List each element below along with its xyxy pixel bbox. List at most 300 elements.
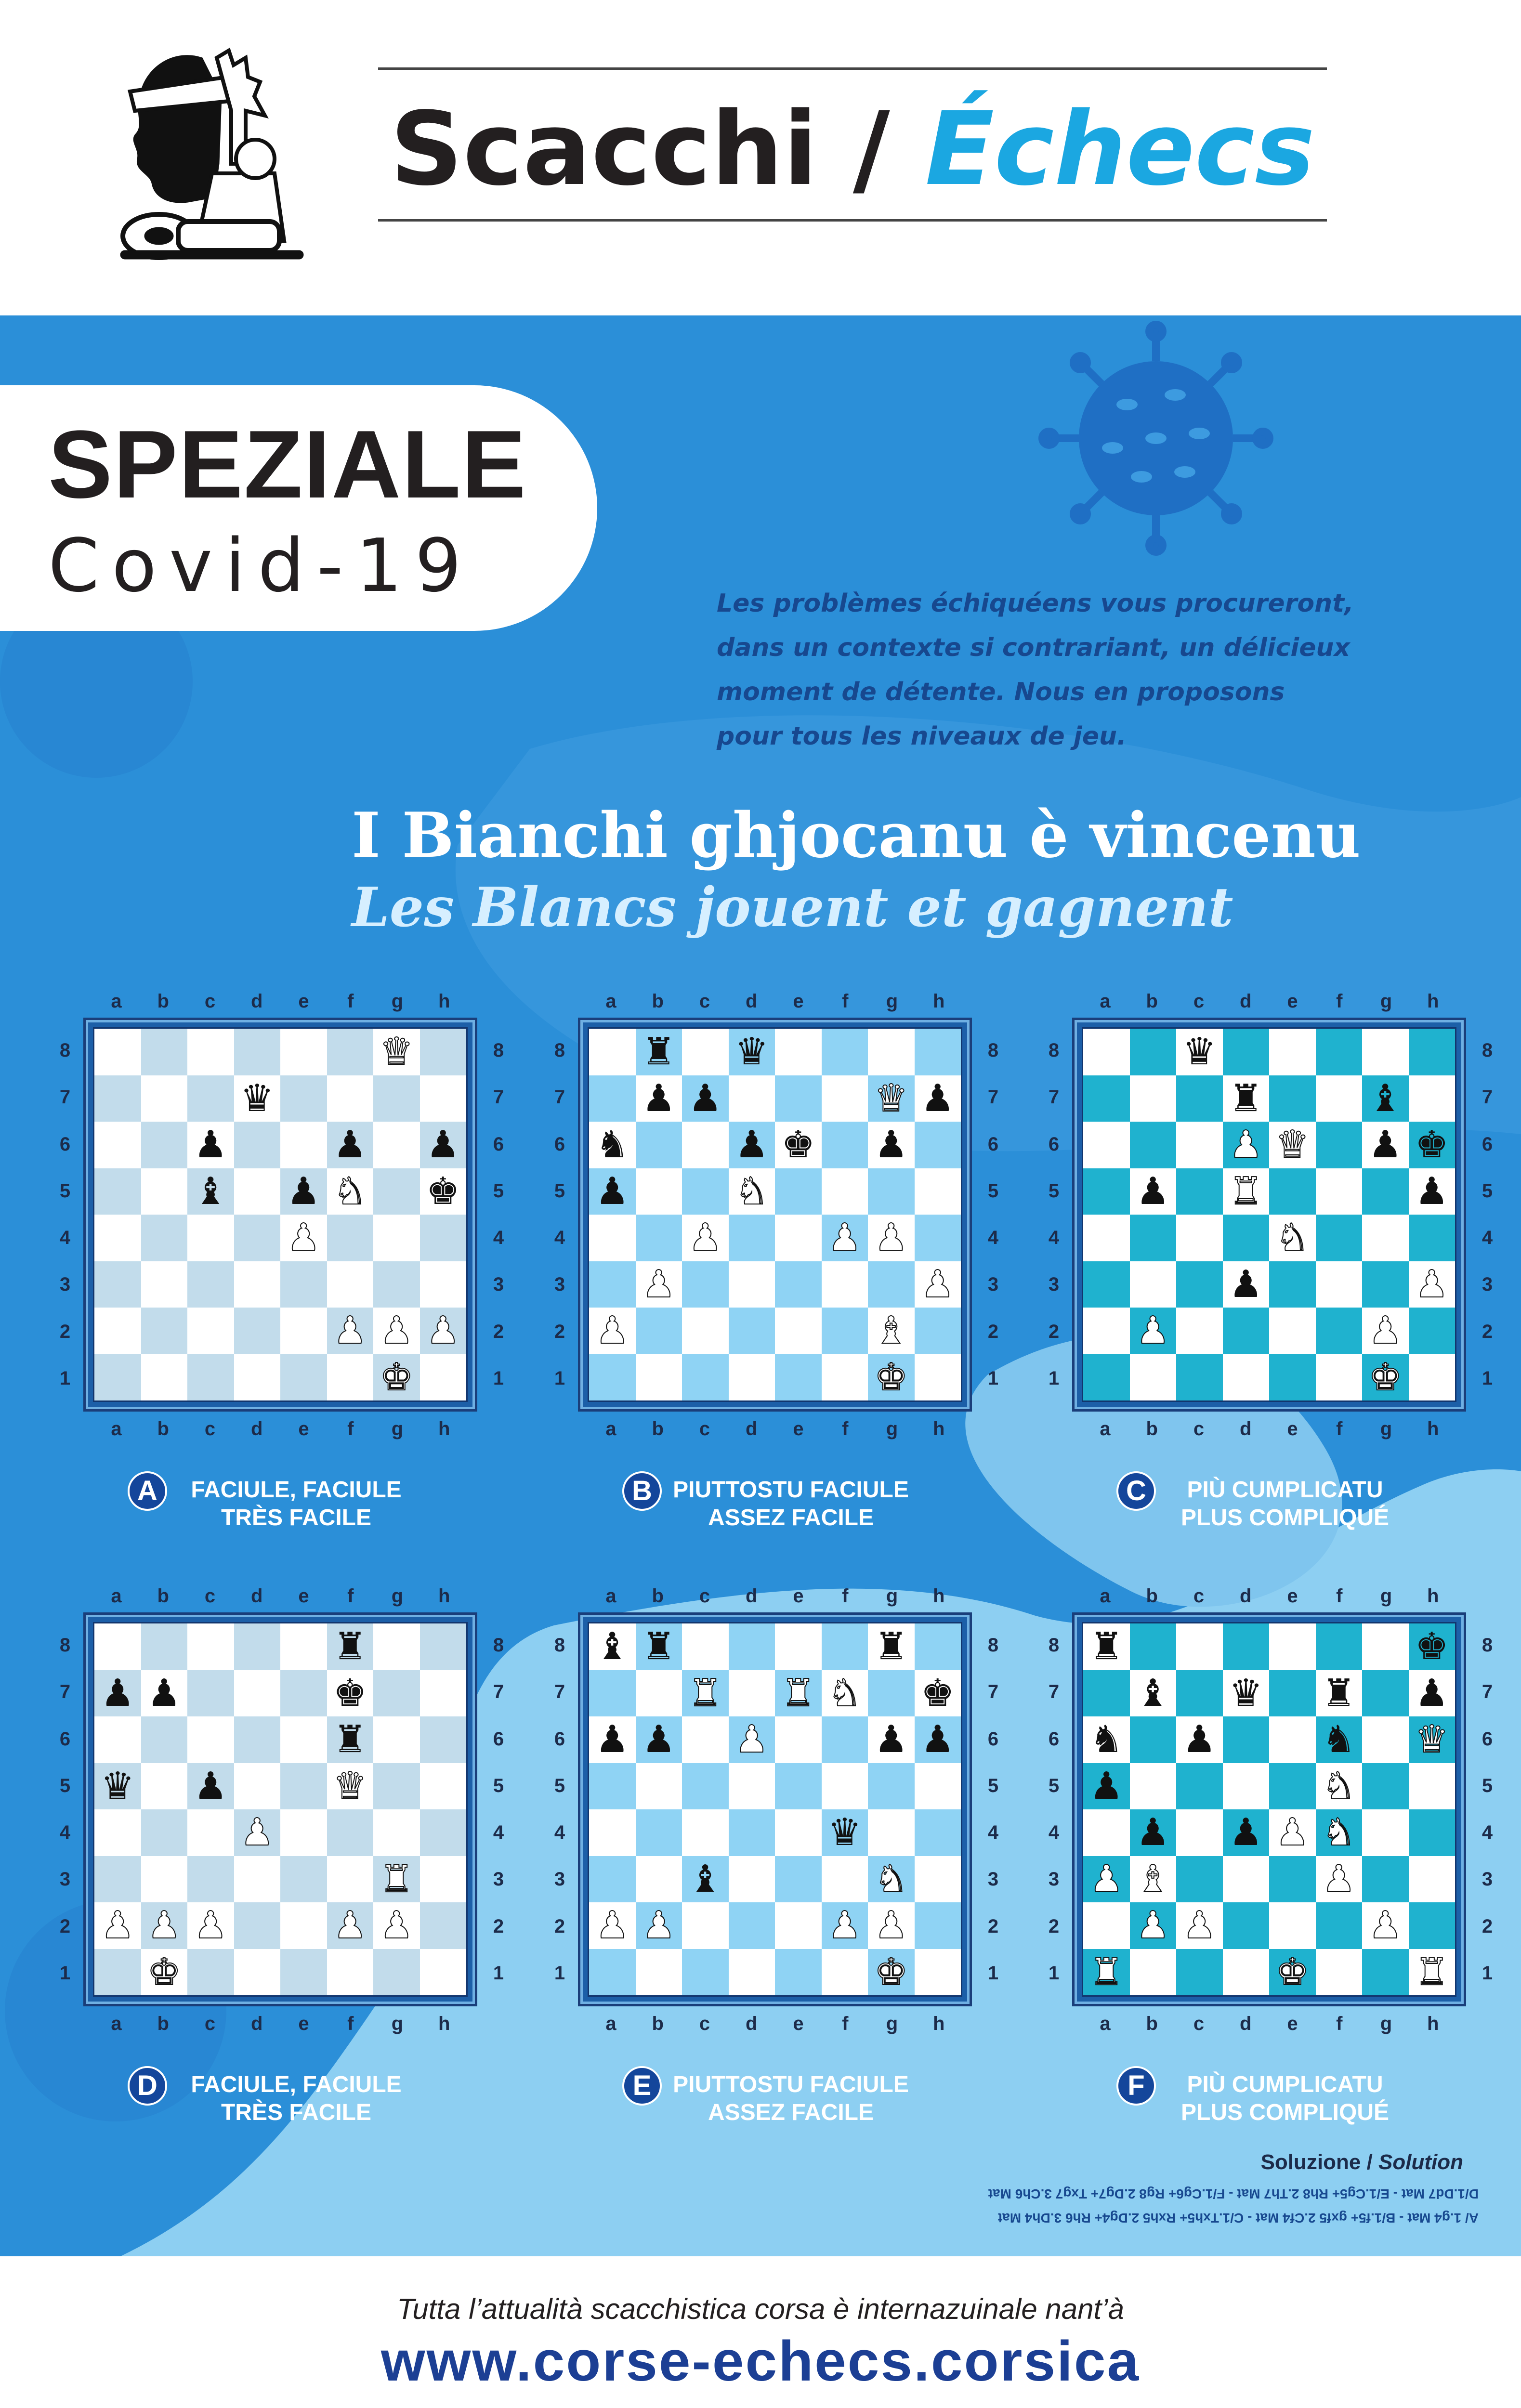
footer-tagline: Tutta l’attualità scacchistica corsa è internazuinale nant’à [397,2293,1124,2325]
rank-label-4: 4 [987,1227,999,1248]
file-label-a: a [111,2013,122,2034]
file-label-b: b [652,991,664,1012]
board-frame [578,1612,972,2006]
square-d1 [729,1354,775,1401]
square-a3 [589,1261,636,1308]
black-pawn-icon: ♟ [642,1076,676,1120]
square-a5 [589,1763,636,1810]
square-g3 [1362,1856,1409,1903]
square-g2 [373,1308,420,1354]
square-e4 [1269,1215,1316,1261]
file-label-f: f [347,1418,354,1440]
square-c3 [187,1856,234,1903]
square-c4 [187,1215,234,1261]
rank-label-5: 5 [59,1180,71,1202]
square-d3 [1223,1261,1270,1308]
file-label-g: g [391,1418,404,1440]
square-g1 [868,1354,915,1401]
white-pawn-icon: ♟ [688,1216,722,1260]
board-frame [1072,1018,1466,1412]
square-d5 [729,1763,775,1810]
square-g8 [373,1623,420,1670]
square-f5 [327,1763,374,1810]
square-a6 [94,1122,141,1168]
square-e6 [280,1716,327,1763]
solution-text-upside-down [804,2182,1479,2230]
square-e8 [280,1623,327,1670]
rank-label-8: 8 [493,1635,504,1656]
square-d6 [1223,1716,1270,1763]
title-french: Échecs [925,90,1315,208]
black-queen-icon: ♛ [827,1811,862,1855]
moor-head-chess-knight-logo [101,39,313,265]
square-g3 [373,1856,420,1903]
square-g6 [1362,1716,1409,1763]
square-e3 [1269,1261,1316,1308]
file-label-b: b [652,1418,664,1440]
square-a7 [94,1670,141,1717]
square-c3 [682,1856,729,1903]
square-b3 [636,1856,682,1903]
square-c8 [682,1623,729,1670]
intro-line: dans un contexte si contrariant, un délicieux [717,633,1351,662]
square-g6 [868,1122,915,1168]
rank-label-2: 2 [493,1915,504,1937]
black-rook-icon: ♜ [874,1625,908,1669]
puzzle-b [521,985,1017,1592]
square-h4 [420,1215,467,1261]
rank-label-3: 3 [59,1869,71,1890]
rank-label-7: 7 [493,1086,504,1108]
square-g3 [1362,1261,1409,1308]
file-label-d: d [251,1418,263,1440]
black-pawn-icon: ♟ [874,1123,908,1167]
square-a3 [589,1856,636,1903]
black-bishop-icon: ♝ [595,1625,629,1669]
file-label-b: b [652,2013,664,2034]
black-bishop-icon: ♝ [1368,1076,1403,1120]
square-b5 [1130,1168,1177,1215]
black-pawn-icon: ♟ [595,1169,629,1213]
rank-label-1: 1 [987,1367,999,1389]
square-f4 [822,1215,868,1261]
white-pawn-icon: ♟ [101,1904,135,1948]
square-b1 [636,1949,682,1996]
square-f5 [1316,1168,1363,1215]
black-queen-icon: ♛ [1182,1030,1217,1074]
file-label-a: a [605,1585,616,1607]
file-label-h: h [1427,991,1439,1012]
file-label-b: b [1146,1418,1158,1440]
square-e6 [1269,1716,1316,1763]
square-c6 [682,1122,729,1168]
square-a2 [1083,1902,1130,1949]
white-knight-icon: ♞ [1322,1764,1356,1808]
rank-label-2: 2 [59,1915,71,1937]
square-f5 [822,1168,868,1215]
square-h4 [420,1809,467,1856]
white-pawn-icon: ♟ [380,1904,414,1948]
white-rook-icon: ♜ [380,1857,414,1901]
square-e1 [1269,1354,1316,1401]
file-label-a: a [111,991,122,1012]
square-e7 [280,1670,327,1717]
square-h7 [420,1075,467,1122]
white-pawn-icon: ♟ [1368,1904,1403,1948]
white-rook-icon: ♜ [781,1671,815,1715]
square-a8 [589,1029,636,1075]
file-label-h: h [933,2013,945,2034]
file-label-d: d [746,1585,758,1607]
square-g8 [373,1029,420,1075]
square-g2 [1362,1902,1409,1949]
square-h3 [1409,1856,1455,1903]
square-a4 [94,1215,141,1261]
file-label-g: g [886,991,898,1012]
difficulty-corsican: PIÙ CUMPLICATU [1187,2072,1383,2097]
square-f4 [327,1809,374,1856]
white-pawn-icon: ♟ [920,1262,955,1306]
black-pawn-icon: ♟ [1136,1169,1170,1213]
square-h4 [1409,1809,1455,1856]
file-label-g: g [391,2013,404,2034]
rank-label-4: 4 [493,1227,504,1248]
black-king-icon: ♚ [781,1123,815,1167]
square-h4 [915,1809,961,1856]
square-b4 [141,1809,188,1856]
rank-label-3: 3 [554,1869,565,1890]
square-e4 [280,1215,327,1261]
square-d2 [1223,1308,1270,1354]
square-h6 [420,1122,467,1168]
square-b1 [141,1354,188,1401]
square-f1 [1316,1354,1363,1401]
board-frame [83,1018,477,1412]
file-label-e: e [1287,1585,1298,1607]
file-label-h: h [933,991,945,1012]
square-b7 [636,1670,682,1717]
square-f6 [327,1716,374,1763]
white-pawn-icon: ♟ [1089,1857,1124,1901]
chess-board [1082,1622,1456,1997]
square-a1 [589,1949,636,1996]
puzzle-letter-badge: F [1116,2066,1156,2106]
white-queen-icon: ♛ [1275,1123,1310,1167]
square-e8 [775,1623,822,1670]
square-d2 [729,1902,775,1949]
square-e5 [1269,1763,1316,1810]
square-d3 [729,1856,775,1903]
difficulty-corsican: PIUTTOSTU FACIULE [673,1477,909,1503]
square-g8 [1362,1623,1409,1670]
square-f1 [327,1354,374,1401]
file-label-f: f [842,2013,849,2034]
rank-label-8: 8 [987,1040,999,1061]
rank-label-5: 5 [493,1775,504,1796]
square-d6 [1223,1122,1270,1168]
difficulty-corsican: FACIULE, FACIULE [191,2072,402,2097]
square-c3 [187,1261,234,1308]
file-label-c: c [1193,2013,1205,2034]
white-knight-icon: ♞ [1275,1216,1310,1260]
white-pawn-icon: ♟ [240,1811,274,1855]
square-b5 [141,1168,188,1215]
square-h8 [420,1623,467,1670]
chess-board [588,1622,962,1997]
square-d3 [234,1856,281,1903]
square-e5 [775,1168,822,1215]
file-label-d: d [1240,991,1252,1012]
square-h5 [915,1763,961,1810]
square-a2 [94,1308,141,1354]
square-d7 [234,1670,281,1717]
solution-line: D/1.Dd7 Mat - E/1.Cg5+ Rh8 2.Th7 Mat - F/1.Cg6+ Rg8 2.Dg7+ Txg7 3.Ch6 Mat [988,2186,1479,2201]
square-a2 [94,1902,141,1949]
subtitle-corsican: I Bianchi ghjocanu è vincenu [352,799,1361,872]
file-label-f: f [347,2013,354,2034]
white-rook-icon: ♜ [1415,1950,1449,1994]
square-c2 [682,1902,729,1949]
black-queen-icon: ♛ [734,1030,769,1074]
square-f7 [1316,1670,1363,1717]
white-king-icon: ♚ [147,1950,181,1994]
square-b8 [1130,1029,1177,1075]
square-h6 [420,1716,467,1763]
square-e1 [280,1949,327,1996]
website-link[interactable]: www.corse-echecs.corsica [380,2329,1141,2393]
square-c1 [1176,1949,1223,1996]
puzzle-c [1015,985,1511,1592]
rank-label-7: 7 [987,1681,999,1703]
rank-label-1: 1 [1048,1962,1060,1984]
square-a3 [94,1261,141,1308]
rank-label-5: 5 [987,1775,999,1796]
square-b3 [141,1261,188,1308]
square-a4 [94,1809,141,1856]
square-g1 [373,1949,420,1996]
black-king-icon: ♚ [426,1169,460,1213]
puzzle-f [1015,1580,1511,2186]
square-b8 [636,1029,682,1075]
square-d7 [234,1075,281,1122]
square-a8 [1083,1029,1130,1075]
white-king-icon: ♚ [874,1355,908,1399]
square-f2 [822,1308,868,1354]
square-d1 [729,1949,775,1996]
square-e7 [280,1075,327,1122]
black-pawn-icon: ♟ [287,1169,321,1213]
square-g3 [373,1261,420,1308]
rank-label-4: 4 [59,1822,71,1843]
square-h1 [915,1949,961,1996]
square-c2 [682,1308,729,1354]
square-c6 [1176,1122,1223,1168]
black-pawn-icon: ♟ [920,1718,955,1762]
chess-board [93,1622,468,1997]
square-b4 [1130,1215,1177,1261]
white-pawn-icon: ♟ [874,1904,908,1948]
square-c3 [1176,1261,1223,1308]
square-c5 [1176,1763,1223,1810]
square-b6 [636,1716,682,1763]
square-e5 [775,1763,822,1810]
black-pawn-icon: ♟ [333,1123,367,1167]
rank-label-5: 5 [554,1180,565,1202]
square-h4 [915,1215,961,1261]
file-label-f: f [347,1585,354,1607]
square-d3 [1223,1856,1270,1903]
white-pawn-icon: ♟ [734,1718,769,1762]
file-label-f: f [1336,1418,1343,1440]
rank-label-7: 7 [493,1681,504,1703]
rank-label-8: 8 [59,1040,71,1061]
square-h6 [1409,1122,1455,1168]
difficulty-label [1092,1471,1458,1539]
square-f6 [327,1122,374,1168]
intro-text [717,581,1439,759]
rank-label-3: 3 [1048,1869,1060,1890]
rank-label-6: 6 [1048,1728,1060,1750]
square-g6 [373,1716,420,1763]
file-label-e: e [793,1418,804,1440]
square-h6 [1409,1716,1455,1763]
square-b8 [636,1623,682,1670]
square-h7 [915,1670,961,1717]
chess-board [588,1027,962,1402]
square-g4 [868,1809,915,1856]
square-a3 [94,1856,141,1903]
difficulty-french: ASSEZ FACILE [708,1505,874,1531]
file-label-e: e [298,1585,309,1607]
square-b4 [141,1215,188,1261]
square-e7 [775,1670,822,1717]
square-g5 [373,1168,420,1215]
square-e1 [775,1354,822,1401]
square-d7 [1223,1075,1270,1122]
square-b2 [1130,1902,1177,1949]
square-b4 [636,1809,682,1856]
rank-label-7: 7 [1482,1086,1493,1108]
square-f1 [822,1354,868,1401]
square-d2 [729,1308,775,1354]
white-knight-icon: ♞ [827,1671,862,1715]
square-e1 [1269,1949,1316,1996]
square-c3 [1176,1856,1223,1903]
square-a5 [94,1763,141,1810]
square-a6 [589,1716,636,1763]
file-label-b: b [157,1585,169,1607]
white-pawn-icon: ♟ [1322,1857,1356,1901]
square-f1 [327,1949,374,1996]
title-separator: / [817,90,925,208]
black-bishop-icon: ♝ [688,1857,722,1901]
file-label-h: h [1427,1585,1439,1607]
square-g1 [868,1949,915,1996]
file-label-b: b [157,991,169,1012]
rank-label-2: 2 [59,1321,71,1342]
square-e5 [280,1168,327,1215]
black-pawn-icon: ♟ [734,1123,769,1167]
white-pawn-icon: ♟ [827,1216,862,1260]
file-label-e: e [298,991,309,1012]
file-label-d: d [1240,2013,1252,2034]
square-b5 [636,1168,682,1215]
rank-label-5: 5 [59,1775,71,1796]
white-knight-icon: ♞ [333,1169,367,1213]
white-queen-icon: ♛ [380,1030,414,1074]
square-f4 [327,1215,374,1261]
white-pawn-icon: ♟ [642,1904,676,1948]
difficulty-french: TRÈS FACILE [221,1505,372,1531]
square-c1 [187,1354,234,1401]
square-b3 [1130,1856,1177,1903]
rank-label-6: 6 [554,1728,565,1750]
rank-label-3: 3 [1048,1274,1060,1296]
rank-label-4: 4 [1048,1822,1060,1843]
file-label-b: b [652,1585,664,1607]
file-label-e: e [1287,991,1298,1012]
file-label-c: c [204,1418,216,1440]
square-b3 [636,1261,682,1308]
black-rook-icon: ♜ [1089,1625,1124,1669]
puzzle-letter-badge: D [128,2066,167,2106]
white-queen-icon: ♛ [874,1076,908,1120]
white-pawn-icon: ♟ [1275,1811,1310,1855]
square-c5 [1176,1168,1223,1215]
square-d1 [1223,1949,1270,1996]
rank-label-8: 8 [1048,1040,1060,1061]
square-a4 [589,1809,636,1856]
black-pawn-icon: ♟ [1229,1262,1263,1306]
square-g6 [373,1122,420,1168]
square-d6 [234,1716,281,1763]
rank-label-5: 5 [1048,1180,1060,1202]
square-f2 [1316,1902,1363,1949]
puzzle-d [26,1580,523,2186]
square-c6 [187,1716,234,1763]
rank-label-1: 1 [1482,1367,1493,1389]
square-h2 [420,1308,467,1354]
board-frame [83,1612,477,2006]
square-g7 [373,1075,420,1122]
rank-label-6: 6 [1482,1728,1493,1750]
difficulty-french: ASSEZ FACILE [708,2100,874,2125]
square-h2 [420,1902,467,1949]
black-rook-icon: ♜ [333,1718,367,1762]
difficulty-french: PLUS COMPLIQUÉ [1180,1505,1390,1531]
difficulty-label [104,1471,470,1539]
black-pawn-icon: ♟ [688,1076,722,1120]
square-c6 [1176,1716,1223,1763]
square-e2 [280,1902,327,1949]
square-g2 [373,1902,420,1949]
rank-label-5: 5 [1482,1775,1493,1796]
white-pawn-icon: ♟ [595,1309,629,1353]
rank-label-1: 1 [493,1962,504,1984]
square-f3 [822,1856,868,1903]
square-e6 [1269,1122,1316,1168]
square-c4 [682,1809,729,1856]
square-d6 [234,1122,281,1168]
square-e3 [775,1856,822,1903]
black-pawn-icon: ♟ [1182,1718,1217,1762]
square-f4 [822,1809,868,1856]
square-e3 [1269,1856,1316,1903]
square-g5 [1362,1168,1409,1215]
rank-label-7: 7 [554,1086,565,1108]
white-pawn-icon: ♟ [333,1309,367,1353]
rank-label-6: 6 [493,1133,504,1155]
